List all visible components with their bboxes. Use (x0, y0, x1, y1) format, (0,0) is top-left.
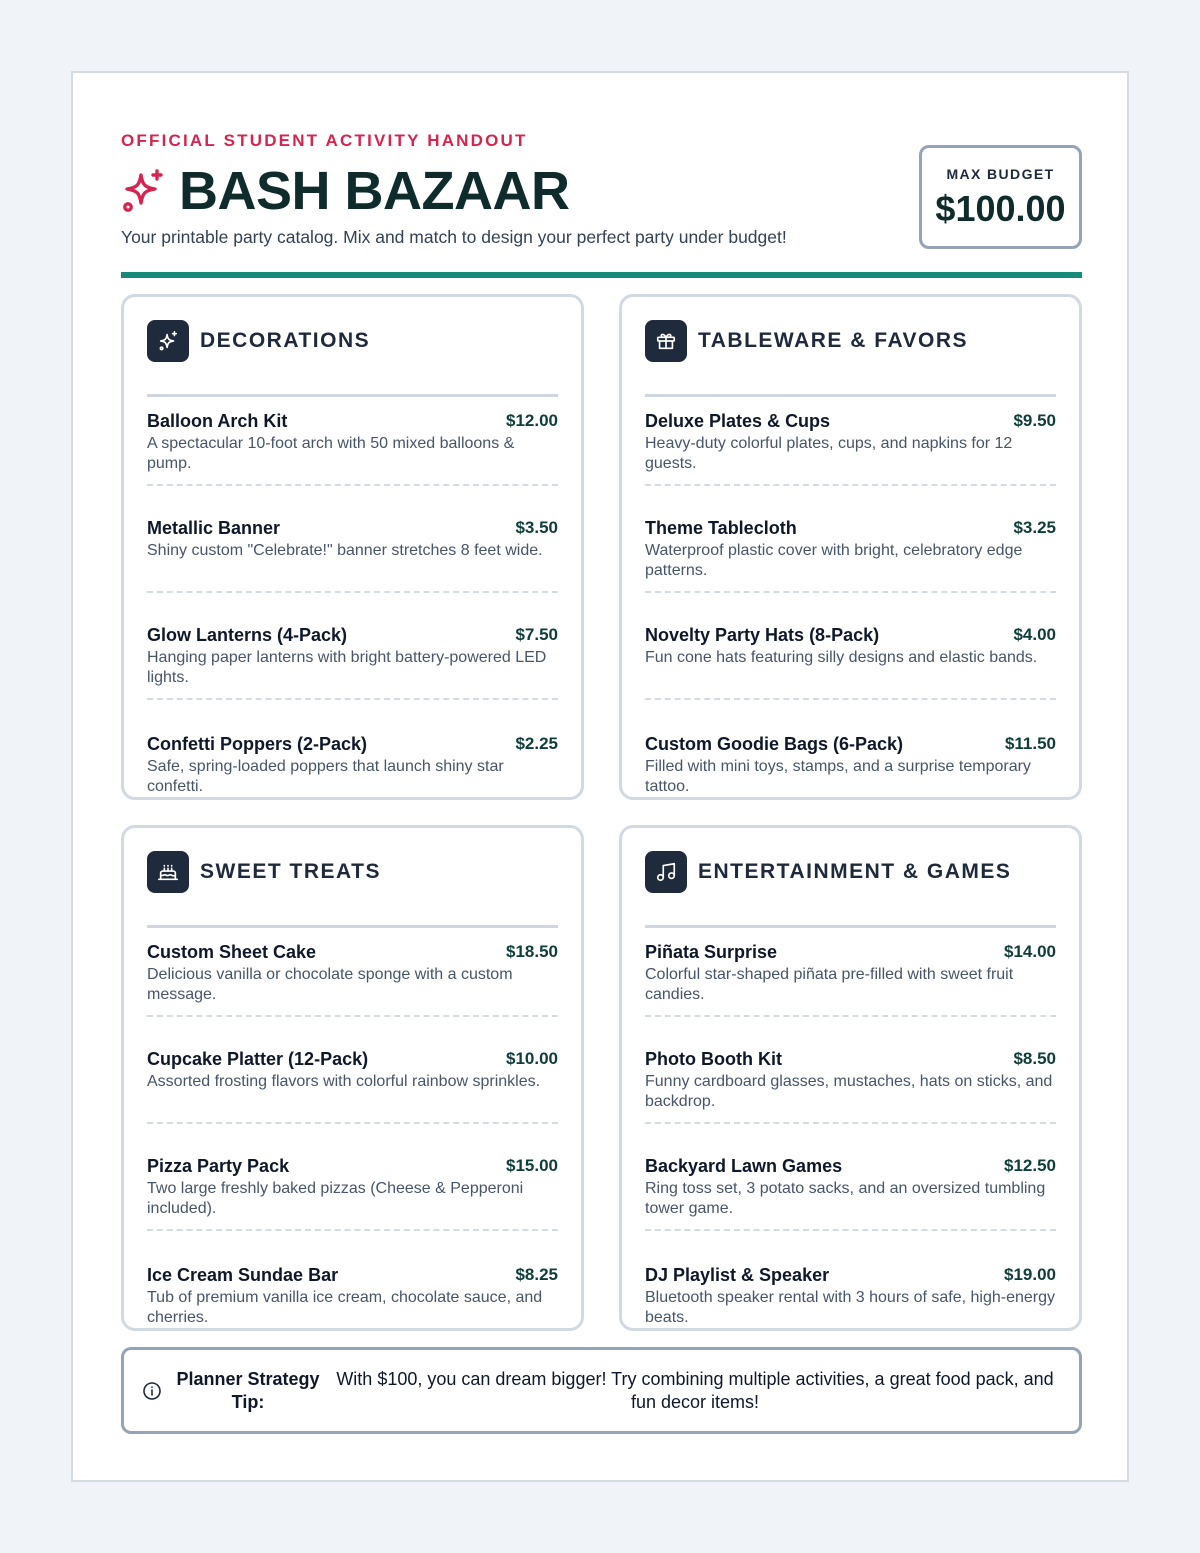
item-price: $19.00 (1004, 1265, 1056, 1284)
header-divider (121, 272, 1082, 278)
item-name: Backyard Lawn Games (645, 1156, 843, 1176)
item-price: $4.00 (1013, 625, 1056, 644)
item-price: $9.50 (1013, 411, 1056, 430)
sparkles-icon (119, 167, 167, 215)
item-price: $8.25 (515, 1265, 558, 1284)
item-name: Theme Tablecloth (645, 518, 797, 538)
item-price: $18.50 (506, 942, 558, 961)
budget-box (919, 145, 1082, 249)
category-card-entertainment (619, 825, 1082, 1331)
list-item (645, 1249, 1056, 1356)
list-item (147, 1035, 558, 1142)
title-row (119, 161, 570, 221)
item-description: Ring toss set, 3 potato sacks, and an oversized tumbling tower game. (645, 1180, 1046, 1217)
item-name: Custom Sheet Cake (147, 942, 317, 962)
item-name: Piñata Surprise (645, 942, 778, 962)
item-price: $14.00 (1004, 942, 1056, 961)
category-header (645, 850, 1056, 928)
music-icon (645, 851, 687, 893)
item-divider (645, 1122, 1056, 1124)
item-price: $10.00 (506, 1049, 558, 1068)
item-description: Safe, spring-loaded poppers that launch shiny star confetti. (147, 758, 504, 795)
list-item (645, 397, 1056, 504)
item-description: Waterproof plastic cover with bright, celebratory edge patterns. (645, 542, 1023, 579)
list-item (645, 1142, 1056, 1249)
category-header (147, 850, 558, 928)
item-description: Colorful star-shaped piñata pre-filled with sweet fruit candies. (645, 966, 1014, 1003)
gift-icon (645, 320, 687, 362)
item-description: Heavy-duty colorful plates, cups, and napkins for 12 guests. (645, 435, 1013, 472)
list-item (645, 1035, 1056, 1142)
handout-kicker: OFFICIAL STUDENT ACTIVITY HANDOUT (121, 131, 528, 150)
item-name: Pizza Party Pack (147, 1156, 290, 1176)
item-description: Delicious vanilla or chocolate sponge with a custom message. (147, 966, 513, 1003)
item-description: Bluetooth speaker rental with 3 hours of safe, high-energy beats. (645, 1289, 1056, 1326)
item-name: Ice Cream Sundae Bar (147, 1265, 339, 1285)
category-title: TABLEWARE & FAVORS (698, 329, 969, 352)
item-price: $3.50 (515, 518, 558, 537)
item-name: Confetti Poppers (2-Pack) (147, 734, 368, 754)
page-title: BASH BAZAAR (179, 161, 570, 221)
category-title: ENTERTAINMENT & GAMES (698, 860, 1012, 883)
item-name: Balloon Arch Kit (147, 411, 288, 431)
item-description: A spectacular 10-foot arch with 50 mixed balloons & pump. (147, 435, 515, 472)
item-divider (645, 591, 1056, 593)
tip-text: With $100, you can dream bigger! Try combining multiple activities, a great food pack, and fun decor items! (336, 1368, 1054, 1412)
item-divider (147, 591, 558, 593)
list-item (645, 718, 1056, 825)
item-divider (147, 1229, 558, 1231)
item-name: Photo Booth Kit (645, 1049, 782, 1069)
item-price: $7.50 (515, 625, 558, 644)
item-name: Cupcake Platter (12-Pack) (147, 1049, 369, 1069)
list-item (147, 1142, 558, 1249)
handout-sheet (71, 71, 1129, 1482)
category-title: SWEET TREATS (200, 860, 381, 883)
item-description: Two large freshly baked pizzas (Cheese & Pepperoni included). (147, 1180, 524, 1217)
item-description: Tub of premium vanilla ice cream, chocolate sauce, and cherries. (147, 1289, 543, 1326)
item-price: $11.50 (1004, 734, 1056, 753)
item-divider (645, 484, 1056, 486)
page-subtitle: Your printable party catalog. Mix and match to design your perfect party under budget! (121, 227, 787, 247)
item-price: $2.25 (515, 734, 558, 753)
category-card-decorations (121, 294, 584, 800)
item-divider (147, 1015, 558, 1017)
category-header (147, 319, 558, 397)
item-description: Shiny custom "Celebrate!" banner stretches 8 feet wide. (147, 542, 543, 559)
list-item (645, 928, 1056, 1035)
tip-label: Planner Strategy Tip: (176, 1368, 320, 1412)
list-item (147, 1249, 558, 1356)
item-price: $15.00 (506, 1156, 558, 1175)
item-description: Funny cardboard glasses, mustaches, hats on sticks, and backdrop. (645, 1073, 1053, 1110)
category-title: DECORATIONS (200, 329, 371, 352)
list-item (147, 397, 558, 504)
list-item (147, 718, 558, 825)
list-item (147, 928, 558, 1035)
category-card-tableware (619, 294, 1082, 800)
item-description: Assorted frosting flavors with colorful rainbow sprinkles. (147, 1073, 541, 1090)
item-price: $12.50 (1004, 1156, 1056, 1175)
item-name: Deluxe Plates & Cups (645, 411, 831, 431)
planner-tip-box (121, 1347, 1082, 1434)
list-item (645, 611, 1056, 718)
item-description: Filled with mini toys, stamps, and a surprise temporary tattoo. (645, 758, 1031, 795)
item-divider (645, 1229, 1056, 1231)
item-divider (147, 484, 558, 486)
item-name: Glow Lanterns (4-Pack) (147, 625, 348, 645)
budget-value: $100.00 (935, 188, 1066, 229)
info-icon (142, 1381, 162, 1401)
item-divider (645, 698, 1056, 700)
list-item (147, 611, 558, 718)
item-divider (645, 1015, 1056, 1017)
item-divider (147, 1122, 558, 1124)
budget-label: MAX BUDGET (946, 166, 1055, 182)
list-item (147, 504, 558, 611)
item-price: $8.50 (1013, 1049, 1056, 1068)
item-name: Custom Goodie Bags (6-Pack) (645, 734, 904, 754)
category-header (645, 319, 1056, 397)
cake-icon (147, 851, 189, 893)
item-description: Fun cone hats featuring silly designs and elastic bands. (645, 649, 1038, 666)
category-card-sweet-treats (121, 825, 584, 1331)
item-divider (147, 698, 558, 700)
list-item (645, 504, 1056, 611)
item-name: DJ Playlist & Speaker (645, 1265, 830, 1285)
item-name: Novelty Party Hats (8-Pack) (645, 625, 880, 645)
item-price: $12.00 (506, 411, 558, 430)
item-description: Hanging paper lanterns with bright battery-powered LED lights. (147, 649, 547, 686)
item-name: Metallic Banner (147, 518, 281, 538)
sparkles-icon (147, 320, 189, 362)
item-price: $3.25 (1013, 518, 1056, 537)
